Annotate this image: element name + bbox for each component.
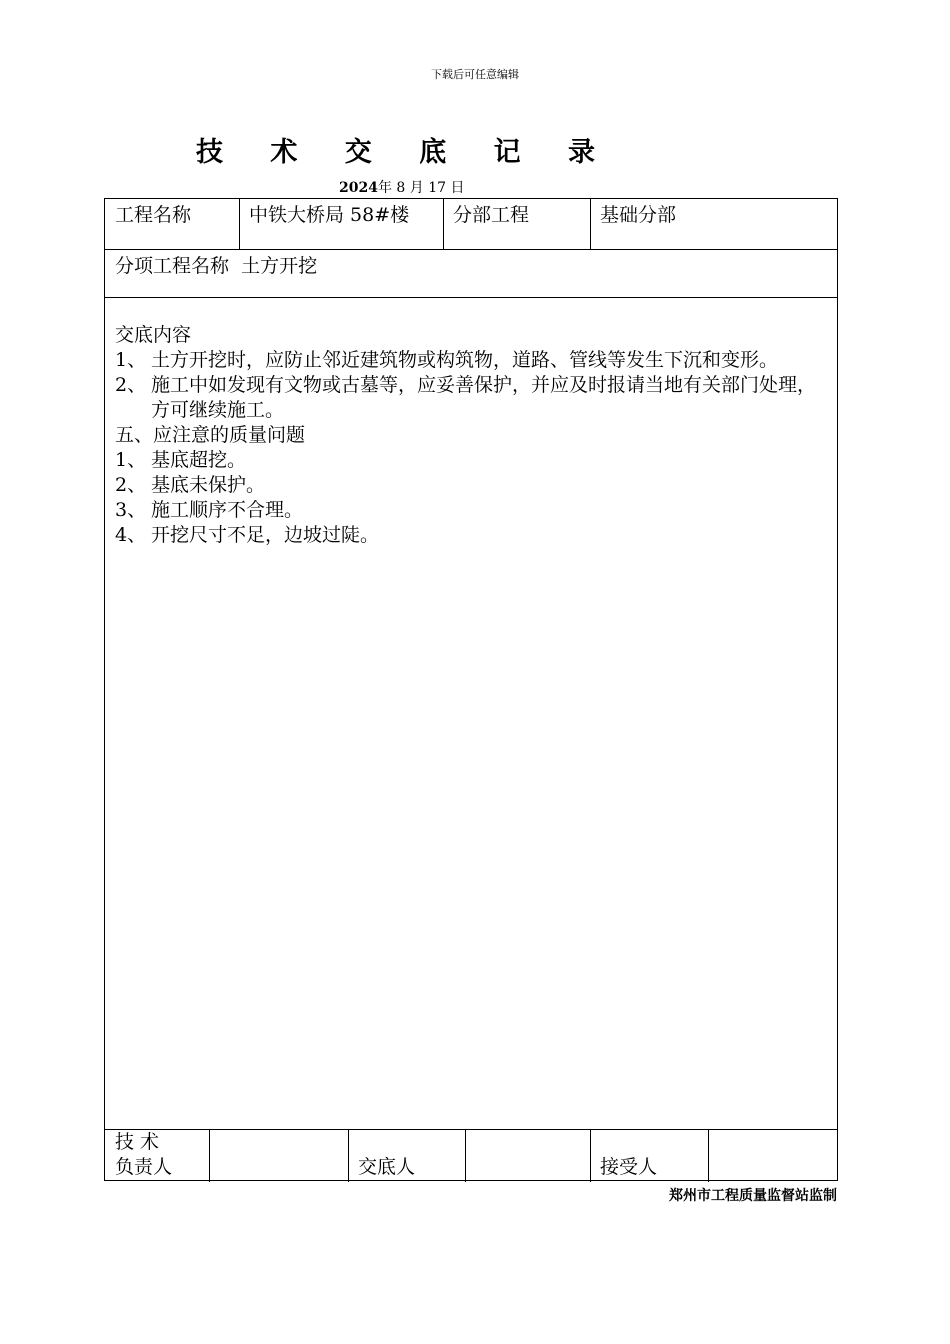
tech-lead-label-line1: 技 术 bbox=[115, 1131, 160, 1153]
disclosure-record-table bbox=[104, 198, 838, 1181]
item-text: 土方开挖时，应防止邻近建筑物或构筑物，道路、管线等发生下沉和变形。 bbox=[151, 349, 779, 371]
column-divider bbox=[465, 1129, 466, 1182]
content-item bbox=[115, 373, 833, 423]
project-name-label: 工程名称 bbox=[115, 204, 192, 226]
issue-number: 4、 bbox=[115, 524, 147, 546]
row-divider bbox=[105, 249, 837, 250]
document-date bbox=[339, 177, 465, 197]
item-number: 1、 bbox=[115, 349, 147, 371]
issue-item bbox=[115, 523, 833, 548]
content-item bbox=[115, 348, 833, 373]
row-divider bbox=[105, 1129, 837, 1130]
column-divider bbox=[239, 199, 240, 249]
tech-lead-label bbox=[115, 1130, 172, 1180]
issue-text: 基底超挖。 bbox=[151, 449, 247, 471]
briefer-label: 交底人 bbox=[358, 1156, 416, 1178]
issue-item bbox=[115, 448, 833, 473]
issue-number: 3、 bbox=[115, 499, 147, 521]
issue-number: 2、 bbox=[115, 474, 147, 496]
column-divider bbox=[348, 1129, 349, 1182]
column-divider bbox=[590, 1129, 591, 1182]
section-heading: 五、应注意的质量问题 bbox=[115, 424, 306, 446]
footer-note: 郑州市工程质量监督站监制 bbox=[669, 1188, 837, 1204]
sub-item-label: 分项工程名称 bbox=[115, 255, 230, 277]
subdivision-label: 分部工程 bbox=[453, 204, 530, 226]
column-divider bbox=[209, 1129, 210, 1182]
issue-text: 开挖尺寸不足，边坡过陡。 bbox=[151, 524, 380, 546]
receiver-label: 接受人 bbox=[600, 1156, 658, 1178]
issue-item bbox=[115, 473, 833, 498]
document-title: 技 术 交 底 记 录 bbox=[196, 137, 614, 168]
content-heading: 交底内容 bbox=[115, 324, 192, 346]
date-year: 2024 bbox=[339, 180, 378, 196]
item-number: 2、 bbox=[115, 374, 147, 396]
issue-text: 施工顺序不合理。 bbox=[151, 499, 304, 521]
column-divider bbox=[590, 199, 591, 249]
tech-lead-label-line2: 负责人 bbox=[115, 1156, 173, 1178]
sub-item-row bbox=[115, 251, 317, 278]
sub-item-value: 土方开挖 bbox=[241, 255, 318, 277]
column-divider bbox=[708, 1129, 709, 1182]
subdivision-value: 基础分部 bbox=[600, 204, 677, 226]
date-month-day: 年 8 月 17 日 bbox=[377, 180, 465, 196]
header-note: 下载后可任意编辑 bbox=[431, 68, 519, 81]
issue-item bbox=[115, 498, 833, 523]
item-text: 施工中如发现有文物或古墓等，应妥善保护，并应及时报请当地有关部门处理，方可继续施工。 bbox=[151, 374, 817, 421]
issue-number: 1、 bbox=[115, 449, 147, 471]
row-divider bbox=[105, 297, 837, 298]
disclosure-content bbox=[115, 323, 833, 548]
column-divider bbox=[443, 199, 444, 249]
issue-text: 基底未保护。 bbox=[151, 474, 266, 496]
project-name-value: 中铁大桥局 58#楼 bbox=[249, 204, 410, 226]
